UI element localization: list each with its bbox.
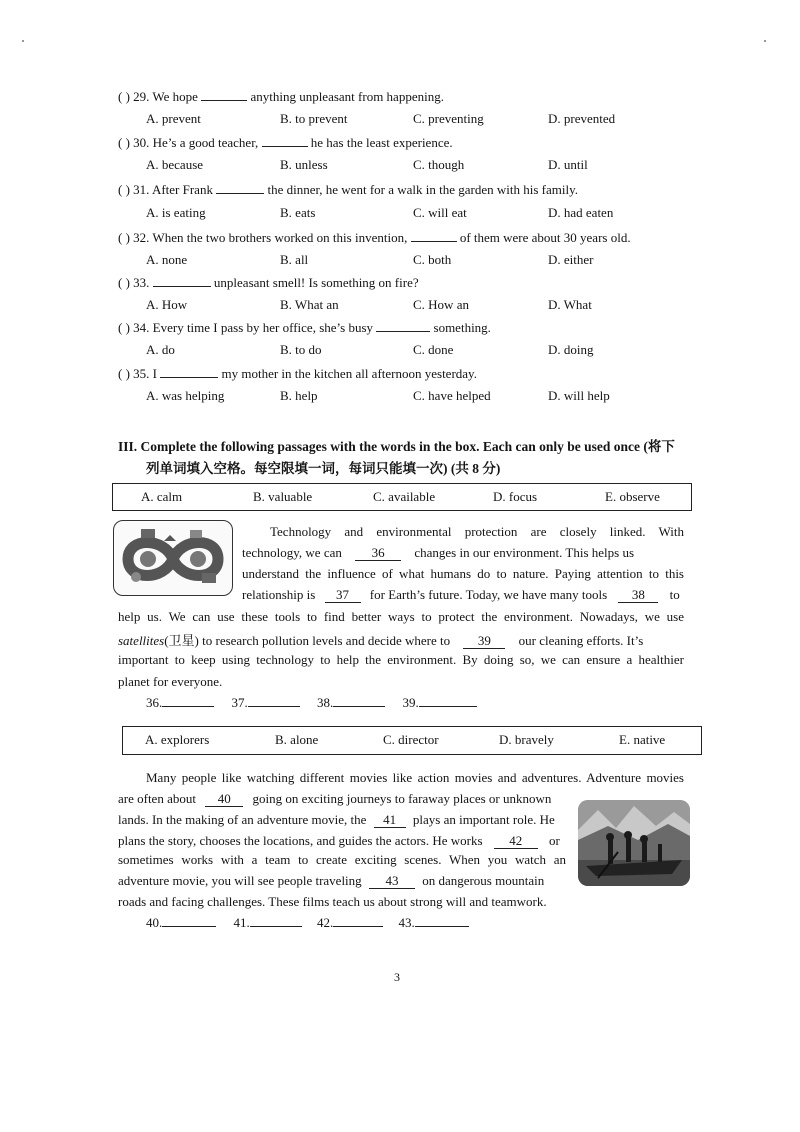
- passage-line: understand the influence of what humans do to nature. Paying attention to this: [242, 566, 684, 581]
- question-stem: [118, 319, 491, 336]
- word-option: C. director: [383, 732, 439, 747]
- option[interactable]: C. have helped: [413, 388, 491, 403]
- passage-text: plans the story, chooses the locations, and guides the actors. He works: [118, 833, 483, 848]
- passage-text: adventure movie, you will see people traveling: [118, 873, 362, 888]
- stem-text: ( ) 34. Every time I pass by her office, she’s busy: [118, 320, 377, 335]
- option[interactable]: D. doing: [548, 342, 594, 357]
- option[interactable]: C. preventing: [413, 111, 484, 126]
- answer-blank[interactable]: [162, 914, 216, 927]
- word-option: D. focus: [493, 489, 538, 504]
- boat-explorers-icon: [578, 800, 690, 886]
- answer-label: 37.: [231, 695, 248, 710]
- passage-line: important to keep using technology to help the environment. By doing so, we can ensure a healthier: [118, 652, 684, 667]
- answer-blank[interactable]: [419, 694, 477, 707]
- blank-40[interactable]: 40: [205, 792, 243, 807]
- option[interactable]: D. until: [548, 157, 588, 172]
- stem-text: the dinner, he went for a walk in the garden with his family.: [264, 182, 578, 197]
- answer-blank[interactable]: [262, 134, 308, 147]
- stem-text: ( ) 31. After Frank: [118, 182, 217, 197]
- word-option: E. observe: [605, 489, 660, 504]
- option[interactable]: D. either: [548, 252, 594, 267]
- adventure-boat-illustration: [578, 800, 690, 886]
- answer-blank[interactable]: [160, 365, 218, 378]
- passage-text: going on exciting journeys to faraway places or unknown: [252, 791, 552, 806]
- passage-text: technology, we can: [242, 545, 342, 560]
- passage-line: help us. We can use these tools to find better ways to protect the environment. Nowadays, we use: [118, 609, 684, 624]
- word-option: A. explorers: [145, 732, 210, 747]
- passage-text: (卫星) to research pollution levels and decide where to: [164, 633, 451, 648]
- passage-line: [118, 791, 551, 807]
- option[interactable]: A. prevent: [146, 111, 201, 126]
- option[interactable]: C. though: [413, 157, 465, 172]
- option[interactable]: B. help: [280, 388, 318, 403]
- passage-line: Technology and environmental protection are closely linked. With: [270, 524, 684, 539]
- option[interactable]: B. all: [280, 252, 309, 267]
- question-stem: [118, 229, 631, 246]
- question-stem: [118, 134, 453, 151]
- passage-line: [242, 587, 680, 603]
- answer-label: 39.: [402, 695, 419, 710]
- blank-39[interactable]: 39: [463, 634, 505, 649]
- answer-label: 40.: [146, 915, 163, 930]
- option[interactable]: B. What an: [280, 297, 339, 312]
- answer-row-2: [146, 914, 469, 931]
- passage-line: [118, 812, 555, 828]
- answer-blank[interactable]: [333, 694, 385, 707]
- word-box-2: [122, 726, 702, 755]
- passage-italic-text: satellites: [118, 633, 165, 648]
- option[interactable]: D. prevented: [548, 111, 616, 126]
- stem-text: unpleasant smell! Is something on fire?: [210, 275, 419, 290]
- section-heading-cont: 列单词填入空格。每空限填一词，每词只能填一次) (共 8 分): [146, 461, 501, 476]
- page-number: 3: [394, 970, 400, 984]
- passage-line: [118, 873, 544, 889]
- passage-line: [118, 833, 560, 849]
- passage-text: on dangerous mountain: [422, 873, 545, 888]
- passage-text: or: [549, 833, 560, 848]
- stem-text: ( ) 35. I: [118, 366, 161, 381]
- answer-label: 36.: [146, 695, 163, 710]
- option[interactable]: C. done: [413, 342, 454, 357]
- question-stem: [118, 365, 477, 382]
- question-stem: [118, 274, 419, 291]
- stem-text: ( ) 32. When the two brothers worked on this invention,: [118, 230, 411, 245]
- word-option: E. native: [619, 732, 666, 747]
- blank-36[interactable]: 36: [355, 546, 401, 561]
- option[interactable]: A. because: [146, 157, 204, 172]
- blank-42[interactable]: 42: [494, 834, 538, 849]
- passage-text: for Earth’s future. Today, we have many tools: [369, 587, 608, 602]
- stem-text: something.: [430, 320, 491, 335]
- passage-text: relationship is: [242, 587, 316, 602]
- option[interactable]: A. none: [146, 252, 188, 267]
- passage-text: are often about: [118, 791, 196, 806]
- scan-speck: [764, 40, 766, 42]
- section-heading: III. Complete the following passages with the words in the box. Each can only be used once (将下: [118, 439, 675, 454]
- passage-text: lands. In the making of an adventure movie, the: [118, 812, 367, 827]
- passage-text: plays an important role. He: [412, 812, 555, 827]
- stem-text: ( ) 30. He’s a good teacher,: [118, 135, 262, 150]
- option[interactable]: D. had eaten: [548, 205, 614, 220]
- word-option: B. alone: [275, 732, 319, 747]
- passage-line: planet for everyone.: [118, 674, 223, 689]
- passage-line: [118, 630, 643, 649]
- eco-infinity-icon: [114, 521, 232, 595]
- answer-blank[interactable]: [162, 694, 214, 707]
- blank-38[interactable]: 38: [618, 588, 658, 603]
- question-stem: [118, 88, 444, 105]
- word-option: D. bravely: [499, 732, 554, 747]
- word-box-1: [112, 483, 692, 511]
- passage-text: to: [669, 587, 680, 602]
- passage-line: Many people like watching different movies like action movies and adventures. Adventure movies: [146, 770, 684, 785]
- option[interactable]: B. to do: [280, 342, 322, 357]
- option[interactable]: A. is eating: [146, 205, 206, 220]
- option[interactable]: A. How: [146, 297, 188, 312]
- passage-line: sometimes works with a team to create exciting scenes. When you watch an: [118, 852, 566, 867]
- answer-label: 41.: [233, 915, 250, 930]
- word-option: A. calm: [141, 489, 183, 504]
- stem-text: anything unpleasant from happening.: [247, 89, 444, 104]
- passage-line: [242, 545, 634, 561]
- answer-blank[interactable]: [411, 229, 457, 242]
- option[interactable]: D. will help: [548, 388, 610, 403]
- answer-label: 38.: [317, 695, 334, 710]
- answer-blank[interactable]: [216, 181, 264, 194]
- word-option: C. available: [373, 489, 436, 504]
- word-option: B. valuable: [253, 489, 313, 504]
- stem-text: ( ) 29. We hope: [118, 89, 202, 104]
- passage-text: our cleaning efforts. It’s: [518, 633, 644, 648]
- answer-blank[interactable]: [376, 319, 430, 332]
- stem-text: he has the least experience.: [307, 135, 453, 150]
- answer-blank[interactable]: [415, 914, 469, 927]
- answer-row-1: [146, 694, 477, 711]
- answer-label: 42.: [317, 915, 334, 930]
- stem-text: my mother in the kitchen all afternoon yesterday.: [218, 366, 477, 381]
- option[interactable]: B. to prevent: [280, 111, 348, 126]
- answer-blank[interactable]: [153, 274, 211, 287]
- passage-line: roads and facing challenges. These films teach us about strong will and teamwork.: [118, 894, 547, 909]
- answer-blank[interactable]: [250, 914, 302, 927]
- option[interactable]: B. unless: [280, 157, 328, 172]
- option[interactable]: A. was helping: [146, 388, 225, 403]
- blank-37[interactable]: 37: [325, 588, 361, 603]
- scan-speck: [22, 40, 24, 42]
- option[interactable]: C. will eat: [413, 205, 467, 220]
- passage-text: changes in our environment. This helps us: [414, 545, 635, 560]
- option[interactable]: A. do: [146, 342, 175, 357]
- question-stem: [118, 181, 578, 198]
- eco-technology-illustration: [113, 520, 233, 596]
- answer-blank[interactable]: [248, 694, 300, 707]
- option[interactable]: D. What: [548, 297, 592, 312]
- stem-text: ( ) 33.: [118, 275, 153, 290]
- option[interactable]: B. eats: [280, 205, 316, 220]
- answer-label: 43.: [398, 915, 415, 930]
- blank-41[interactable]: 41: [374, 813, 406, 828]
- stem-text: of them were about 30 years old.: [456, 230, 631, 245]
- option[interactable]: C. How an: [413, 297, 469, 312]
- answer-blank[interactable]: [201, 88, 247, 101]
- blank-43[interactable]: 43: [369, 874, 415, 889]
- option[interactable]: C. both: [413, 252, 452, 267]
- answer-blank[interactable]: [333, 914, 383, 927]
